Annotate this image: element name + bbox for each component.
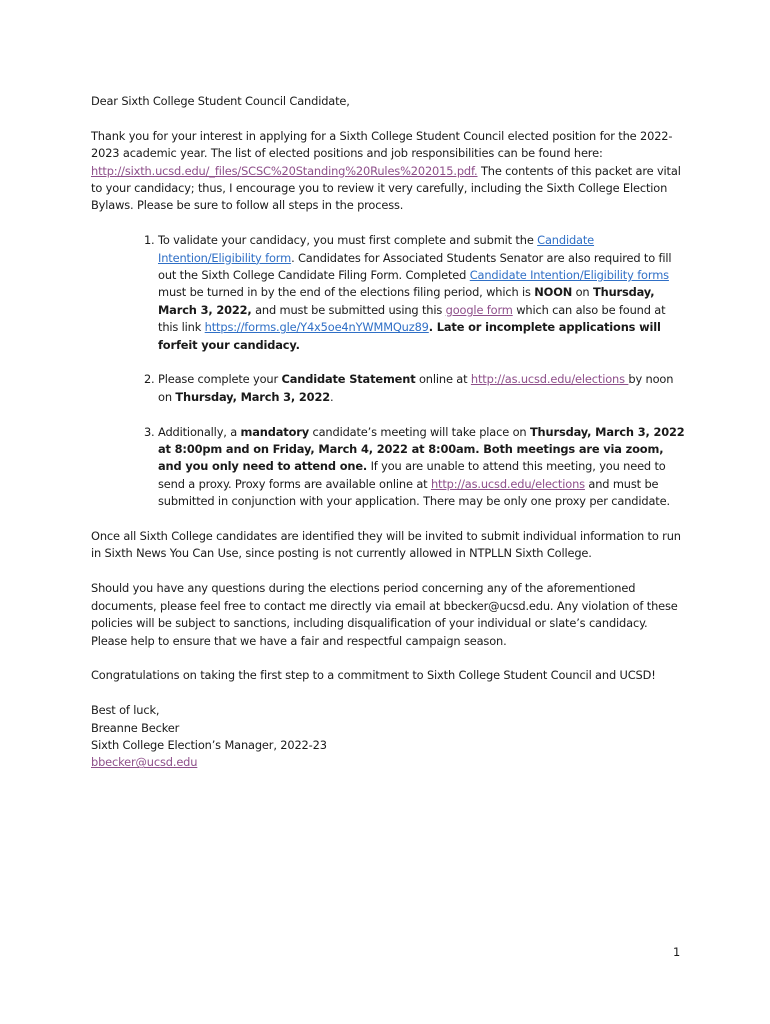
step2-text: online at (415, 372, 471, 387)
letter-body (91, 93, 687, 772)
intro-text-2: The contents of this packet are vital to your candidacy; thus, I encourage you to review it very carefully, including the Sixth College Election Bylaws. Please be sure to follow all steps in the process. (91, 163, 681, 213)
step1-text: must be turned in by the end of the elections filing period, which is (158, 285, 535, 300)
step2-text: Please complete your (158, 372, 282, 387)
step1-text: . Candidates for Associated Students Senator are also required to fill out the Sixth College Candidate Filing Form. Completed (158, 250, 672, 283)
step1-bold: Late or incomplete applications will forfeit your candidacy. (158, 320, 661, 352)
eligibility-form-link[interactable]: Candidate Intention/Eligibility form (158, 233, 595, 265)
step1-bold: . (428, 320, 437, 335)
signature-block (91, 702, 687, 772)
forms-gle-link[interactable]: https://forms.gle/Y4x5oe4nYWMMQuz89 (204, 320, 429, 335)
as-elections-link[interactable]: http://as.ucsd.edu/elections (470, 372, 629, 387)
step3-bold: mandatory (240, 424, 309, 439)
step2-text: by noon on (158, 372, 674, 404)
step1-text: and must be submitted using this (251, 302, 446, 317)
step-validate (158, 232, 687, 354)
congrats-paragraph: Congratulations on taking the first step to a commitment to Sixth College Student Council and UCSD! (91, 668, 656, 683)
proxy-forms-link[interactable]: http://as.ucsd.edu/elections (430, 476, 585, 491)
step1-bold: Thursday, March 3, 2022, (158, 285, 655, 317)
page-number: 1 (673, 945, 681, 959)
step3-text: and must be submitted in conjunction with your application. There may be only one proxy per candidate. (158, 476, 670, 509)
step3-text: candidate’s meeting will take place on (309, 424, 530, 439)
signer-email-link[interactable]: bbecker@ucsd.edu (91, 755, 198, 770)
step3-bold: Thursday, March 3, 2022 at 8:00pm and on Friday, March 4, 2022 at 8:00am. Both meetings are via zoom, and you only need to attend one. (158, 424, 685, 474)
step-meeting (158, 424, 687, 511)
step2-bold: Thursday, March 3, 2022 (175, 389, 331, 404)
signer-name: Breanne Becker (91, 720, 180, 735)
step-statement (158, 371, 687, 406)
step2-bold: Candidate Statement (281, 372, 416, 387)
step3-text: Additionally, a (158, 424, 241, 439)
step3-text: If you are unable to attend this meeting, you need to send a proxy. Proxy forms are available online at (158, 459, 666, 491)
questions-paragraph: Should you have any questions during the elections period concerning any of the aforementioned documents, please feel free to contact me directly via email at bbecker@ucsd.edu. Any violation of these policies will be subject to sanctions, including disqualification of your individual or slate’s candidacy. Please help to ensure that we have a fair and respectful campaign season. (91, 581, 678, 648)
intro-paragraph (91, 128, 687, 215)
step1-bold: NOON (534, 285, 573, 300)
standing-rules-link-tail[interactable]: . (474, 163, 478, 178)
steps-list (91, 232, 687, 510)
eligibility-forms-link[interactable]: Candidate Intention/Eligibility forms (469, 268, 669, 283)
news-paragraph: Once all Sixth College candidates are identified they will be invited to submit individual information to run in Sixth News You Can Use, since posting is not currently allowed in NTPLLN Sixth College. (91, 529, 681, 561)
closing-line: Best of luck, (91, 703, 160, 718)
step1-text: on (572, 285, 593, 300)
step1-text: To validate your candidacy, you must first complete and submit the (158, 233, 538, 248)
step2-text: . (330, 389, 334, 404)
salutation: Dear Sixth College Student Council Candidate, (91, 94, 350, 108)
standing-rules-link[interactable]: http://sixth.ucsd.edu/_files/SCSC%20Standing%20Rules%202015.pdf (91, 163, 475, 178)
signer-title: Sixth College Election’s Manager, 2022-23 (91, 737, 327, 752)
step1-text: which can also be found at this link (158, 302, 666, 335)
intro-text-1: Thank you for your interest in applying for a Sixth College Student Council elected position for the 2022-2023 academic year. The list of elected positions and job responsibilities can be found here: (91, 128, 673, 161)
google-form-link[interactable]: google form (445, 302, 513, 317)
